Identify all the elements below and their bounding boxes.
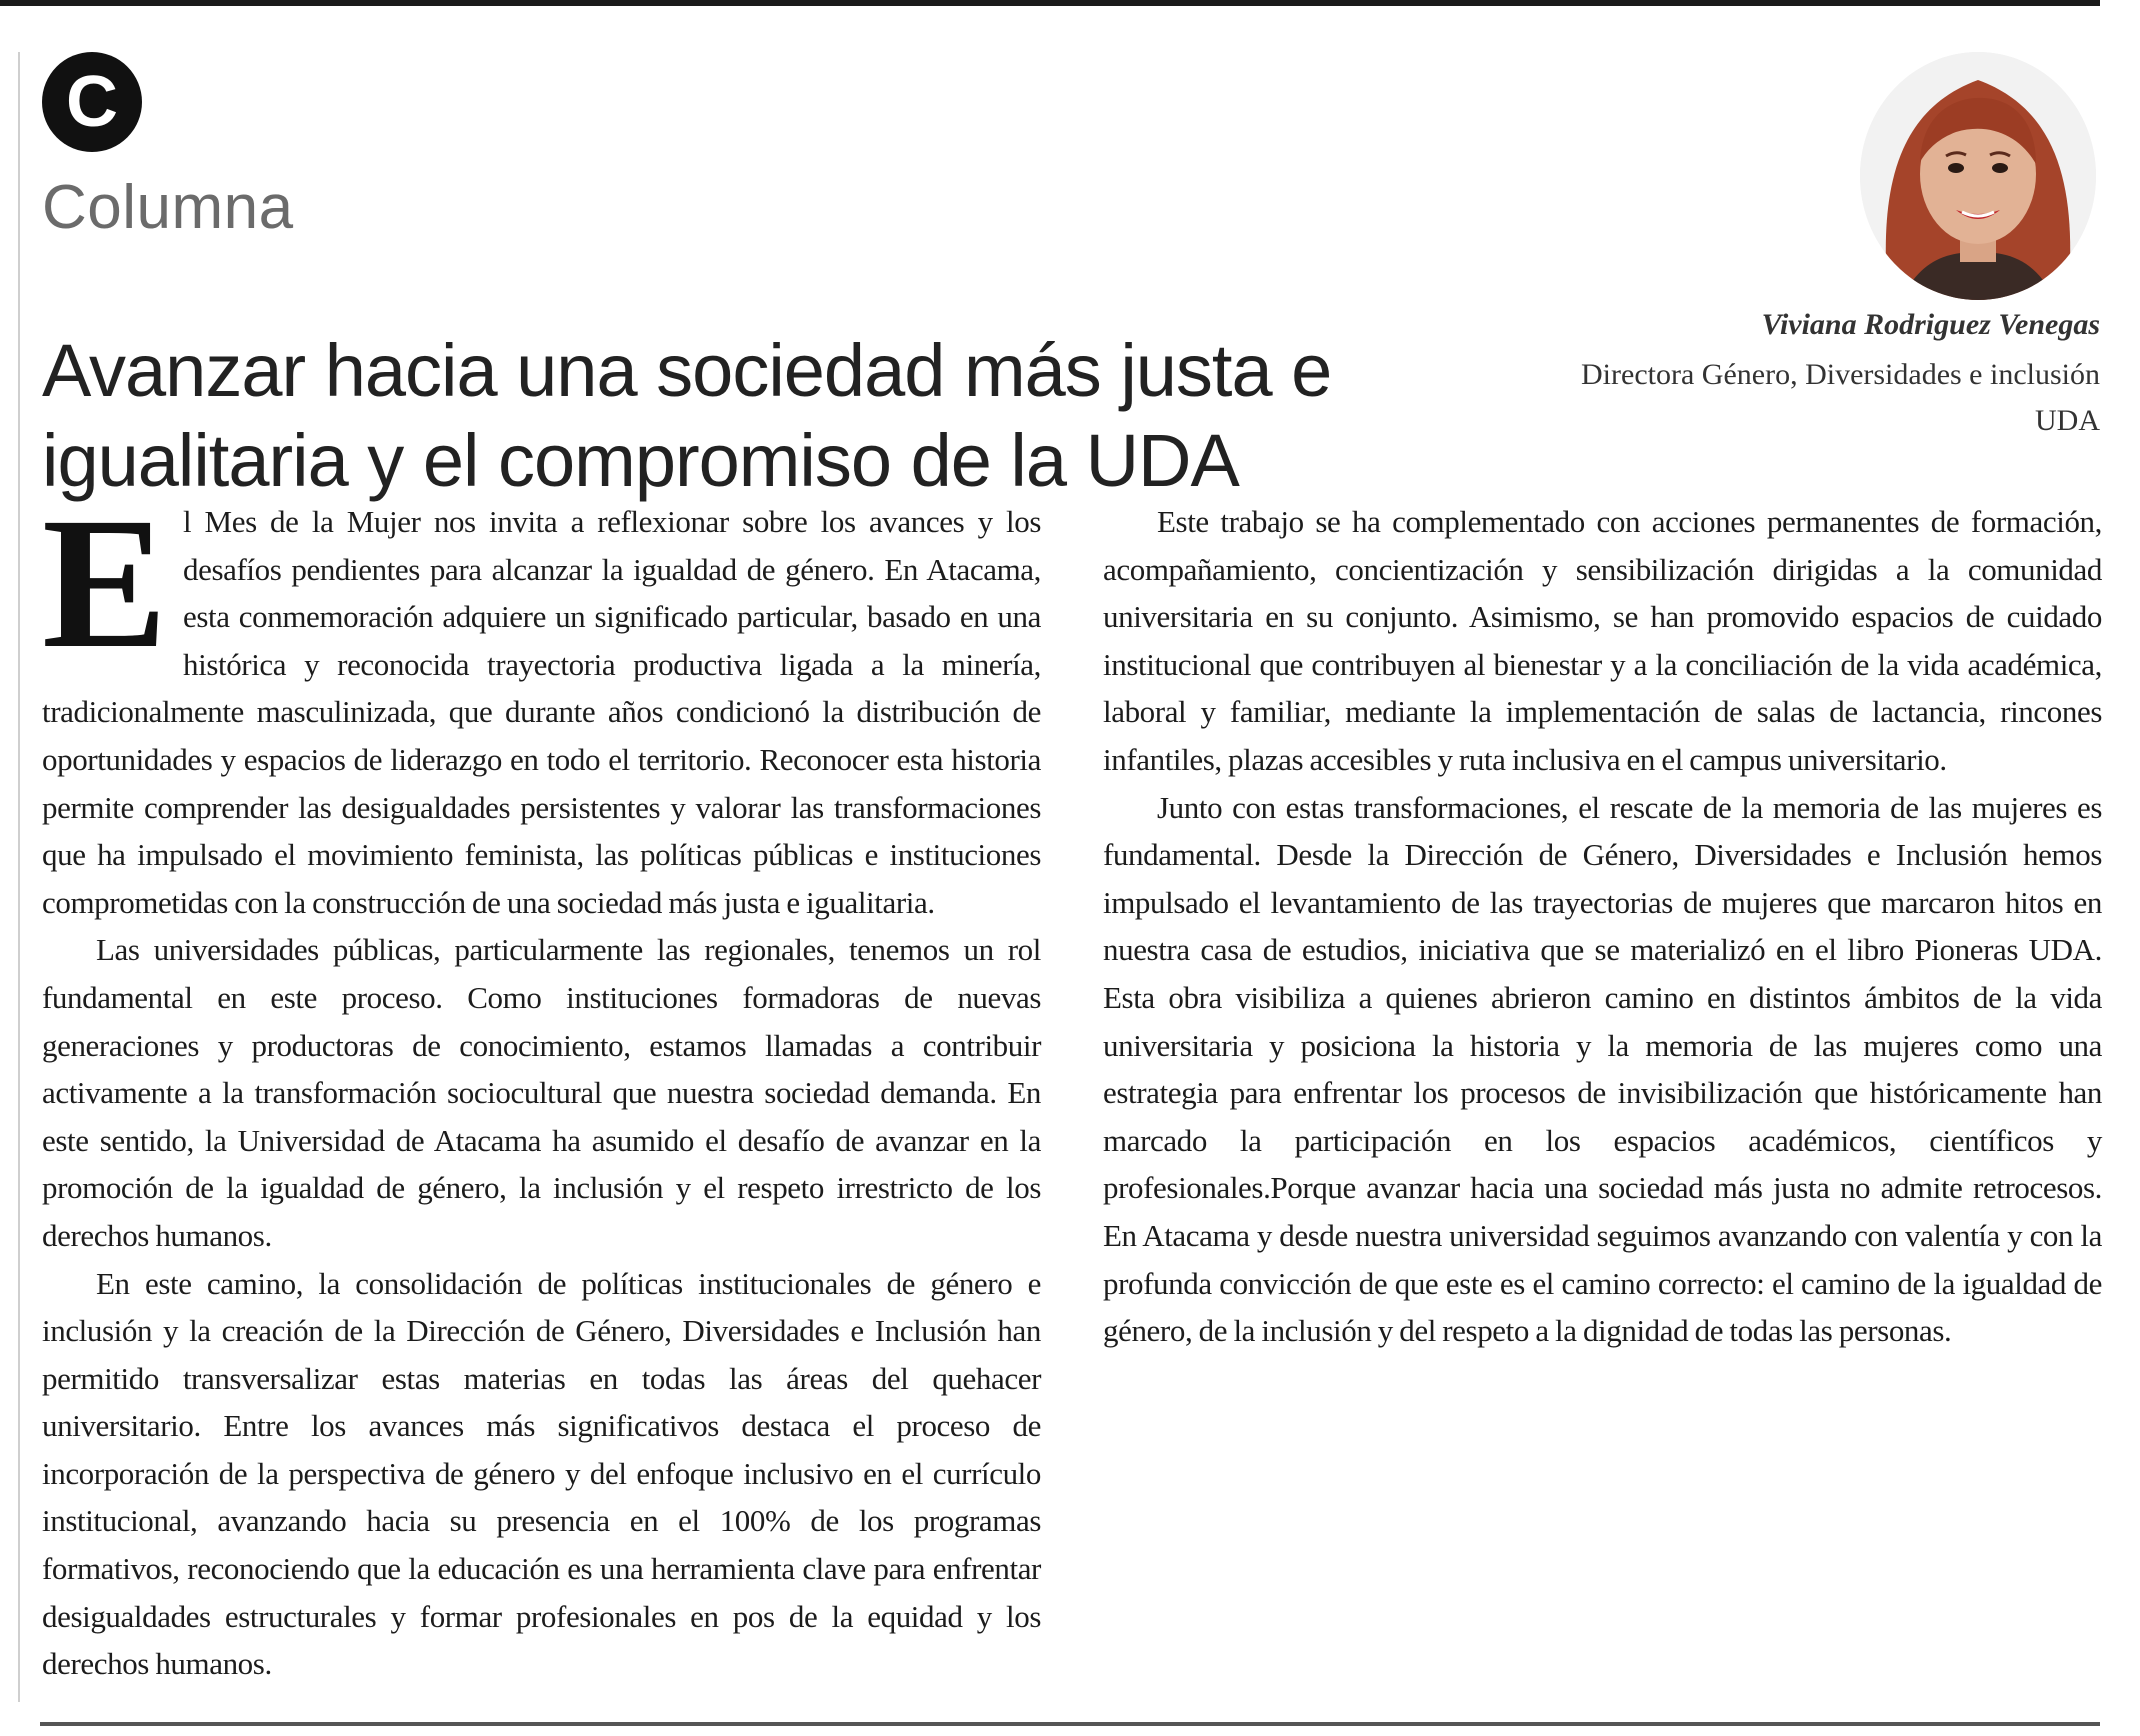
bottom-rule bbox=[40, 1722, 2100, 1726]
drop-cap: E bbox=[42, 478, 167, 687]
article-paragraph: Junto con estas transformaciones, el rescate de la memoria de las mujeres es fundamental. Desde la Dirección de Género, Diversidades e Inclusión hemos impulsado el levantamiento de las trayectorias de mujeres que marcaron hitos en nuestra casa de estudios, iniciativa que se materializó en el libro Pioneras UDA. Esta obra visibiliza a quienes abrieron camino en distintos ámbitos de la vida universitaria y posiciona la historia y la memoria de las mujeres como una estrategia para enfrentar los procesos de invisibilización que históricamente han marcado la participación en los espacios académicos, científicos y profesionales.Porque avanzar hacia una sociedad más justa no admite retrocesos. En Atacama y desde nuestra universidad seguimos avanzando con valentía y con la profunda convicción de que este es el camino correcto: el camino de la igualdad de género, de la inclusión y del respeto a la dignidad de todas las personas. bbox=[1103, 789, 2102, 1349]
left-rule bbox=[18, 52, 20, 1702]
section-label: Columna bbox=[42, 173, 294, 242]
top-rule bbox=[0, 0, 2100, 6]
author-role: Directora Género, Diversidades e inclusión UDA bbox=[1581, 358, 2100, 437]
article-paragraph bbox=[42, 478, 1041, 926]
article-paragraph: Este trabajo se ha complementado con acciones permanentes de formación, acompañamiento, concientización y sensibilización dirigidas a la comunidad universitaria en su conjunto. Asimismo, se han promovido espacios de cuidado institucional que contribuyen al bienestar y a la conciliación de la vida académica, laboral y familiar, mediante la implementación de salas de lactancia, rincones infantiles, plazas accesibles y ruta inclusiva en el campus universitario. bbox=[1103, 504, 2102, 777]
author-photo bbox=[1860, 52, 2096, 300]
columna-logo-badge bbox=[42, 52, 142, 152]
author-portrait-icon bbox=[1860, 52, 2096, 300]
article-paragraph: Las universidades públicas, particularmente las regionales, tenemos un rol fundamental en este proceso. Como instituciones formadoras de nuevas generaciones y productoras de conocimiento, estamos llamadas a contribuir activamente a la transformación sociocultural que nuestra sociedad demanda. En este sentido, la Universidad de Atacama ha asumido el desafío de avanzar en la promoción de la igualdad de género, la inclusión y el respeto irrestricto de los derechos humanos. bbox=[42, 932, 1041, 1253]
article-paragraph: En este camino, la consolidación de políticas institucionales de género e inclusión y la creación de la Dirección de Género, Diversidades e Inclusión han permitido transversalizar estas materias en todas las áreas del quehacer universitario. Entre los avances más significativos destaca el proceso de incorporación de la perspectiva de género y del enfoque inclusivo en el currículo institucional, avanzando hacia su presencia en el 100% de los programas formativos, reconociendo que la educación es una herramienta clave para enfrentar desigualdades estructurales y formar profesionales en pos de la equidad y los derechos humanos. bbox=[42, 1265, 1041, 1682]
article-body bbox=[42, 478, 2102, 1708]
first-paragraph-text: l Mes de la Mujer nos invita a reflexionar sobre los avances y los desafíos pendientes para alcanzar la igualdad de género. En Atacama, esta conmemoración adquiere un significado particular, basado en una histórica y reconocida trayectoria productiva ligada a la minería, tradicionalmente masculinizada, que durante años condicionó la distribución de oportunidades y espacios de liderazgo en todo el territorio. Reconocer esta historia permite comprender las desigualdades persistentes y valorar las transformaciones que ha impulsado el movimiento feminista, las políticas públicas e instituciones comprometidas con la construcción de una sociedad más justa e igualitaria. bbox=[42, 504, 1041, 920]
author-name: Viviana Rodriguez Venegas bbox=[1761, 308, 2100, 341]
headline: Avanzar hacia una sociedad más justa e igualitaria y el compromiso de la UDA bbox=[42, 328, 1332, 502]
logo-letter: C bbox=[66, 62, 118, 142]
